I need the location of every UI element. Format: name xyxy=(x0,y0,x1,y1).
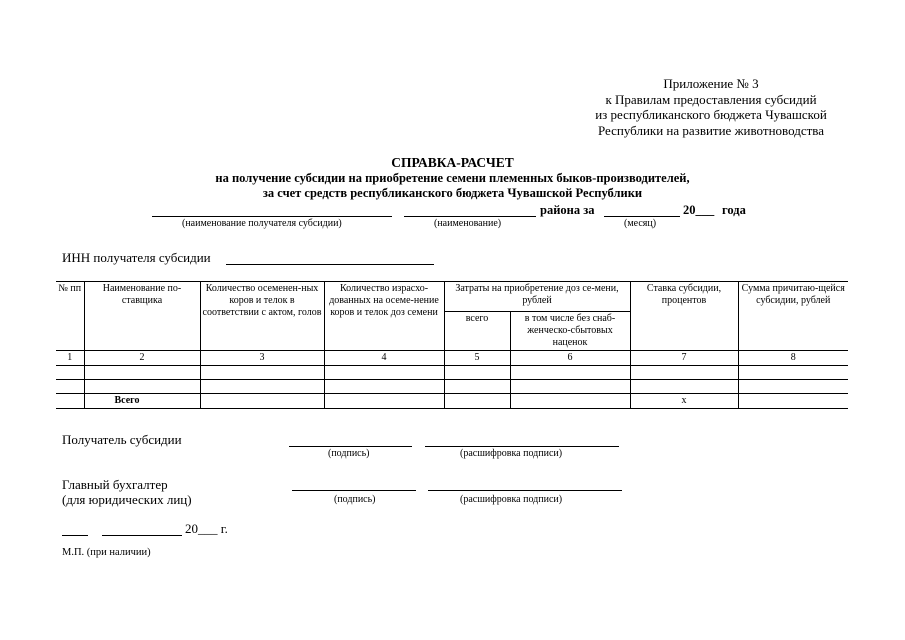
header-supplier: Наименование по-ставщика xyxy=(84,282,200,351)
title-sub-2: за счет средств республиканского бюджета Чувашской Республики xyxy=(262,186,643,200)
col-number: 6 xyxy=(510,351,630,366)
appendix-line: к Правилам предоставления субсидий xyxy=(605,91,817,107)
caption-name: (наименование) xyxy=(434,218,502,229)
date-day-field[interactable] xyxy=(62,535,88,536)
col-number: 4 xyxy=(324,351,444,366)
appendix-header xyxy=(586,76,836,138)
col-number: 5 xyxy=(444,351,510,366)
recipient-label: Получатель субсидии xyxy=(62,432,182,447)
total-row xyxy=(56,394,848,409)
appendix-line: Республики на развитие животноводства xyxy=(597,122,825,138)
table-row[interactable] xyxy=(56,366,848,380)
date-year: 20___ г. xyxy=(185,521,228,536)
inn-field[interactable] xyxy=(226,264,434,265)
caption-recipient: (наименование получателя субсидии) xyxy=(182,218,342,229)
header-amount: Сумма причитаю-щейся субсидии, рублей xyxy=(738,282,848,351)
accountant-decoding-field[interactable] xyxy=(428,490,622,491)
caption-signature: (подпись) xyxy=(328,448,370,459)
header-costs: Затраты на приобретение доз се-мени, рублей xyxy=(444,282,630,312)
accountant-label-1: Главный бухгалтер xyxy=(62,477,168,492)
stamp-label: М.П. (при наличии) xyxy=(62,547,151,558)
title-sub-1: на получение субсидии на приобретение семени племенных быков-производителей, xyxy=(215,171,690,185)
total-label: Всего xyxy=(84,394,200,409)
district-name-field[interactable] xyxy=(404,216,536,217)
header-costs-markup: в том числе без снаб-женческо-сбытовых наценок xyxy=(510,312,630,351)
total-rate-mark: x xyxy=(630,394,738,409)
rayon-label: района за xyxy=(540,203,595,217)
header-num: № пп xyxy=(56,282,84,351)
column-numbers-row xyxy=(56,351,848,366)
calculation-table xyxy=(56,281,848,409)
col-number: 1 xyxy=(56,351,84,366)
header-rate: Ставка субсидии, процентов xyxy=(630,282,738,351)
month-field[interactable] xyxy=(604,216,680,217)
caption-month: (месяц) xyxy=(624,218,657,229)
header-used-doses: Количество израсхо-дованных на осеме-нение коров и телок доз семени xyxy=(324,282,444,351)
appendix-line: из республиканского бюджета Чувашской xyxy=(595,107,827,122)
title-main: СПРАВКА-РАСЧЕТ xyxy=(391,155,514,170)
accountant-label-2: (для юридических лиц) xyxy=(62,492,192,507)
document-title xyxy=(0,155,905,201)
col-number: 7 xyxy=(630,351,738,366)
recipient-signature-field[interactable] xyxy=(289,446,412,447)
inn-label: ИНН получателя субсидии xyxy=(62,250,211,265)
recipient-decoding-field[interactable] xyxy=(425,446,619,447)
appendix-line: Приложение № 3 xyxy=(663,76,759,91)
header-costs-total: всего xyxy=(444,312,510,351)
table-row[interactable] xyxy=(56,380,848,394)
col-number: 8 xyxy=(738,351,848,366)
col-number: 3 xyxy=(200,351,324,366)
caption-signature: (подпись) xyxy=(334,494,376,505)
recipient-name-field[interactable] xyxy=(152,216,392,217)
date-month-field[interactable] xyxy=(102,535,182,536)
year-suffix: года xyxy=(722,203,746,217)
caption-decoding: (расшифровка подписи) xyxy=(460,448,563,459)
year-field: 20___ xyxy=(683,203,715,217)
col-number: 2 xyxy=(84,351,200,366)
header-inseminated: Количество осеменен-ных коров и телок в соответствии с актом, голов xyxy=(200,282,324,351)
caption-decoding: (расшифровка подписи) xyxy=(460,494,563,505)
accountant-signature-field[interactable] xyxy=(292,490,416,491)
